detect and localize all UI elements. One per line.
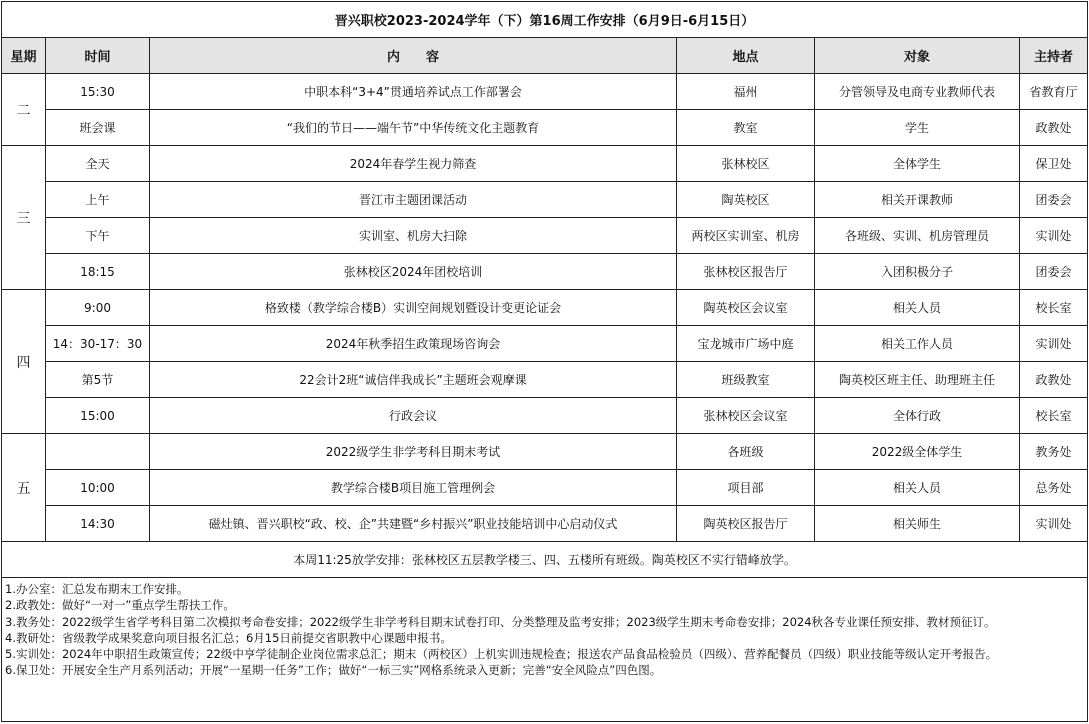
host-cell[interactable]: 保卫处 <box>1020 146 1088 182</box>
time-cell[interactable]: 下午 <box>46 218 150 254</box>
host-cell[interactable]: 团委会 <box>1020 254 1088 290</box>
target-cell[interactable]: 分管领导及电商专业教师代表 <box>815 74 1020 110</box>
time-cell[interactable]: 15:00 <box>46 398 150 434</box>
schedule-row <box>2 146 1088 182</box>
note-item: 3.教务处：2022级学生省学考科目第二次模拟考命卷安排；2022级学生非学考科目期末试卷打印、分类整理及监考安排；2023级学生期末考命卷安排；2024秋各专业课任预安排、教材预征订。 <box>5 614 996 629</box>
location-cell[interactable]: 张林校区会议室 <box>677 398 815 434</box>
location-cell[interactable]: 两校区实训室、机房 <box>677 218 815 254</box>
target-cell[interactable]: 相关工作人员 <box>815 326 1020 362</box>
content-cell[interactable]: 张林校区2024年团校培训 <box>150 254 677 290</box>
time-cell[interactable]: 上午 <box>46 182 150 218</box>
time-cell[interactable]: 14:30 <box>46 506 150 542</box>
note-item: 4.教研处：省级教学成果奖意向项目报名汇总；6月15日前提交省职教中心课题申报书。 <box>5 630 452 645</box>
content-cell[interactable]: 行政会议 <box>150 398 677 434</box>
schedule-row <box>2 470 1088 506</box>
schedule-row <box>2 110 1088 146</box>
department-notes[interactable] <box>2 578 1088 722</box>
target-cell[interactable]: 全体行政 <box>815 398 1020 434</box>
host-cell[interactable]: 省教育厅 <box>1020 74 1088 110</box>
schedule-body <box>2 2 1088 722</box>
content-cell[interactable]: 2024年秋季招生政策现场咨询会 <box>150 326 677 362</box>
content-cell[interactable]: “我们的节日——端午节”中华传统文化主题教育 <box>150 110 677 146</box>
time-cell[interactable]: 14：30-17：30 <box>46 326 150 362</box>
schedule-row <box>2 254 1088 290</box>
schedule-row <box>2 506 1088 542</box>
location-cell[interactable]: 陶英校区报告厅 <box>677 506 815 542</box>
content-cell[interactable]: 22会计2班“诚信伴我成长”主题班会观摩课 <box>150 362 677 398</box>
header-row <box>2 38 1088 74</box>
target-cell[interactable]: 相关师生 <box>815 506 1020 542</box>
note-item: 5.实训处：2024年中职招生政策宣传；22级中亨学徒制企业岗位需求总汇；期末（两校区）上机实训违规检查；报送农产品食品检验员（四级）、营养配餐员（四级）职业技能等级认定开考报告。 <box>5 647 998 662</box>
host-cell[interactable]: 实训处 <box>1020 218 1088 254</box>
time-cell[interactable]: 第5节 <box>46 362 150 398</box>
target-cell[interactable]: 陶英校区班主任、助理班主任 <box>815 362 1020 398</box>
content-cell[interactable]: 格致楼（教学综合楼B）实训空间规划暨设计变更论证会 <box>150 290 677 326</box>
header-content[interactable]: 内 容 <box>150 38 677 74</box>
location-cell[interactable]: 陶英校区 <box>677 182 815 218</box>
target-cell[interactable]: 2022级全体学生 <box>815 434 1020 470</box>
target-cell[interactable]: 各班级、实训、机房管理员 <box>815 218 1020 254</box>
header-host[interactable]: 主持者 <box>1020 38 1088 74</box>
schedule-row <box>2 398 1088 434</box>
target-cell[interactable]: 全体学生 <box>815 146 1020 182</box>
schedule-sheet <box>1 1 1087 722</box>
host-cell[interactable]: 政教处 <box>1020 362 1088 398</box>
host-cell[interactable]: 实训处 <box>1020 326 1088 362</box>
location-cell[interactable]: 班级教室 <box>677 362 815 398</box>
time-cell[interactable]: 10:00 <box>46 470 150 506</box>
host-cell[interactable]: 总务处 <box>1020 470 1088 506</box>
location-cell[interactable]: 宝龙城市广场中庭 <box>677 326 815 362</box>
dismissal-summary[interactable]: 本周11:25放学安排：张林校区五层教学楼三、四、五楼所有班级。陶英校区不实行错峰放学。 <box>2 542 1088 578</box>
schedule-row <box>2 182 1088 218</box>
content-cell[interactable]: 磁灶镇、晋兴职校“政、校、企”共建暨“乡村振兴”职业技能培训中心启动仪式 <box>150 506 677 542</box>
location-cell[interactable]: 福州 <box>677 74 815 110</box>
note-item: 6.保卫处：开展安全生产月系列活动；开展“一星期一任务”工作；做好“一标三实”网格系统录入更新；完善“安全风险点”四色图。 <box>5 663 662 678</box>
time-cell[interactable]: 18:15 <box>46 254 150 290</box>
schedule-row <box>2 326 1088 362</box>
schedule-row <box>2 218 1088 254</box>
time-cell[interactable]: 班会课 <box>46 110 150 146</box>
header-time[interactable]: 时间 <box>46 38 150 74</box>
day-cell[interactable]: 五 <box>2 434 46 542</box>
schedule-row <box>2 290 1088 326</box>
target-cell[interactable]: 入团积极分子 <box>815 254 1020 290</box>
day-cell[interactable]: 二 <box>2 74 46 146</box>
content-cell[interactable]: 2022级学生非学考科目期末考试 <box>150 434 677 470</box>
schedule-row <box>2 74 1088 110</box>
sheet-title[interactable]: 晋兴职校2023-2024学年（下）第16周工作安排（6月9日-6月15日） <box>2 2 1088 38</box>
notes-row <box>2 578 1088 722</box>
host-cell[interactable]: 校长室 <box>1020 398 1088 434</box>
header-day[interactable]: 星期 <box>2 38 46 74</box>
location-cell[interactable]: 各班级 <box>677 434 815 470</box>
host-cell[interactable]: 实训处 <box>1020 506 1088 542</box>
content-cell[interactable]: 2024年春学生视力筛查 <box>150 146 677 182</box>
target-cell[interactable]: 相关人员 <box>815 470 1020 506</box>
schedule-row <box>2 362 1088 398</box>
content-cell[interactable]: 实训室、机房大扫除 <box>150 218 677 254</box>
location-cell[interactable]: 教室 <box>677 110 815 146</box>
time-cell[interactable]: 全天 <box>46 146 150 182</box>
host-cell[interactable]: 政教处 <box>1020 110 1088 146</box>
target-cell[interactable]: 相关人员 <box>815 290 1020 326</box>
schedule-table <box>1 1 1088 722</box>
summary-row <box>2 542 1088 578</box>
content-cell[interactable]: 教学综合楼B项目施工管理例会 <box>150 470 677 506</box>
content-cell[interactable]: 晋江市主题团课活动 <box>150 182 677 218</box>
header-location[interactable]: 地点 <box>677 38 815 74</box>
time-cell[interactable]: 9:00 <box>46 290 150 326</box>
day-cell[interactable]: 四 <box>2 290 46 434</box>
host-cell[interactable]: 教务处 <box>1020 434 1088 470</box>
location-cell[interactable]: 项目部 <box>677 470 815 506</box>
schedule-row <box>2 434 1088 470</box>
target-cell[interactable]: 相关开课教师 <box>815 182 1020 218</box>
header-target[interactable]: 对象 <box>815 38 1020 74</box>
location-cell[interactable]: 陶英校区会议室 <box>677 290 815 326</box>
time-cell[interactable] <box>46 434 150 470</box>
location-cell[interactable]: 张林校区报告厅 <box>677 254 815 290</box>
time-cell[interactable]: 15:30 <box>46 74 150 110</box>
content-cell[interactable]: 中职本科“3+4”贯通培养试点工作部署会 <box>150 74 677 110</box>
location-cell[interactable]: 张林校区 <box>677 146 815 182</box>
note-item: 2.政教处：做好“一对一”重点学生帮扶工作。 <box>5 598 235 613</box>
target-cell[interactable]: 学生 <box>815 110 1020 146</box>
note-item: 1.办公室：汇总发布期末工作安排。 <box>5 582 189 596</box>
host-cell[interactable]: 校长室 <box>1020 290 1088 326</box>
host-cell[interactable]: 团委会 <box>1020 182 1088 218</box>
day-cell[interactable]: 三 <box>2 146 46 290</box>
